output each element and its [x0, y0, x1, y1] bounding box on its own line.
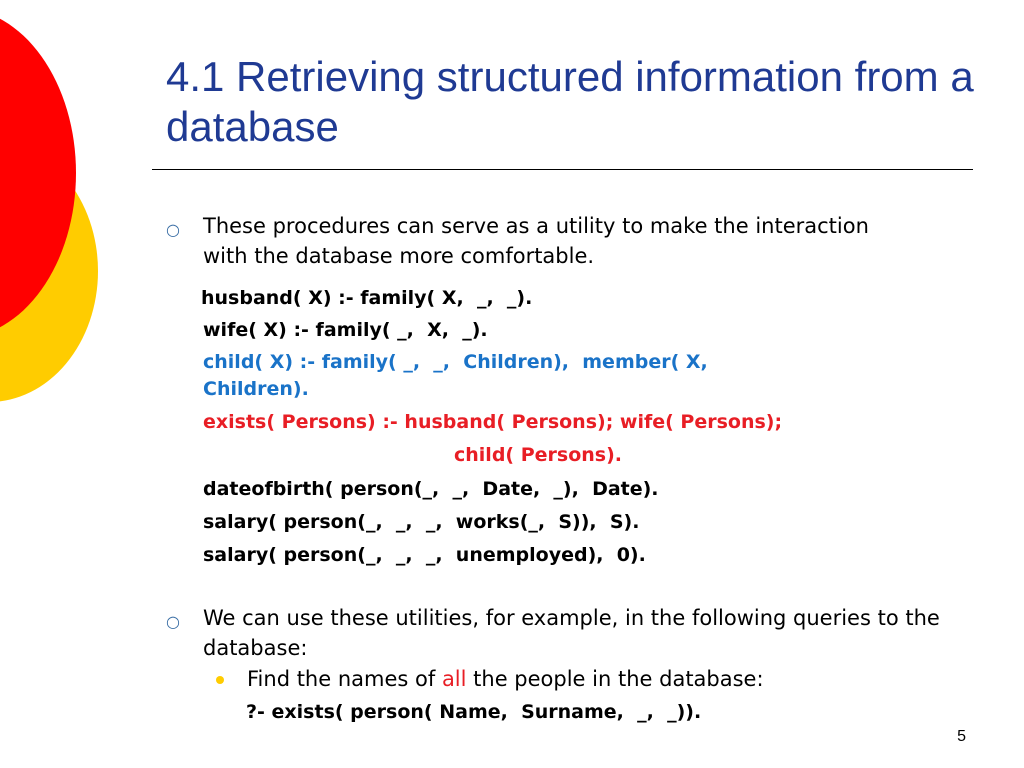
code-salary-works: salary( person(_, _, _, works(_, S)), S). — [203, 511, 640, 533]
code-exists-line-2: child( Persons). — [454, 444, 622, 466]
slide-title: 4.1 Retrieving structured information from a database — [166, 53, 974, 150]
code-exists-line-1: exists( Persons) :- husband( Persons); wife( Persons); — [203, 411, 783, 433]
hollow-bullet-icon: ○ — [166, 220, 180, 239]
yellow-dot-bullet-icon — [216, 676, 224, 684]
code-child-line-2: Children). — [203, 378, 309, 400]
title-divider — [152, 169, 973, 170]
bullet-text-2: We can use these utilities, for example, in the following queries to the database: — [203, 606, 940, 660]
code-salary-unemployed: salary( person(_, _, _, unemployed), 0). — [203, 544, 646, 566]
sub-bullet-text-start: Find the names of — [247, 667, 442, 691]
query-line: ?- exists( person( Name, Surname, _, _)). — [246, 701, 702, 723]
highlighted-word-all: all — [441, 667, 467, 691]
bullet-text-1: These procedures can serve as a utility to make the interaction with the database more comfortable. — [203, 214, 869, 268]
code-husband: husband( X) :- family( X, _, _). — [201, 287, 533, 309]
hollow-bullet-icon: ○ — [166, 612, 180, 631]
page-number: 5 — [957, 728, 966, 745]
code-wife: wife( X) :- family( _, X, _). — [203, 319, 488, 341]
code-child-line-1: child( X) :- family( _, _, Children), member( X, — [203, 351, 708, 373]
sub-bullet-text — [247, 664, 927, 694]
sub-bullet-text-end: the people in the database: — [466, 667, 764, 691]
code-dateofbirth: dateofbirth( person(_, _, Date, _), Date). — [203, 478, 659, 500]
